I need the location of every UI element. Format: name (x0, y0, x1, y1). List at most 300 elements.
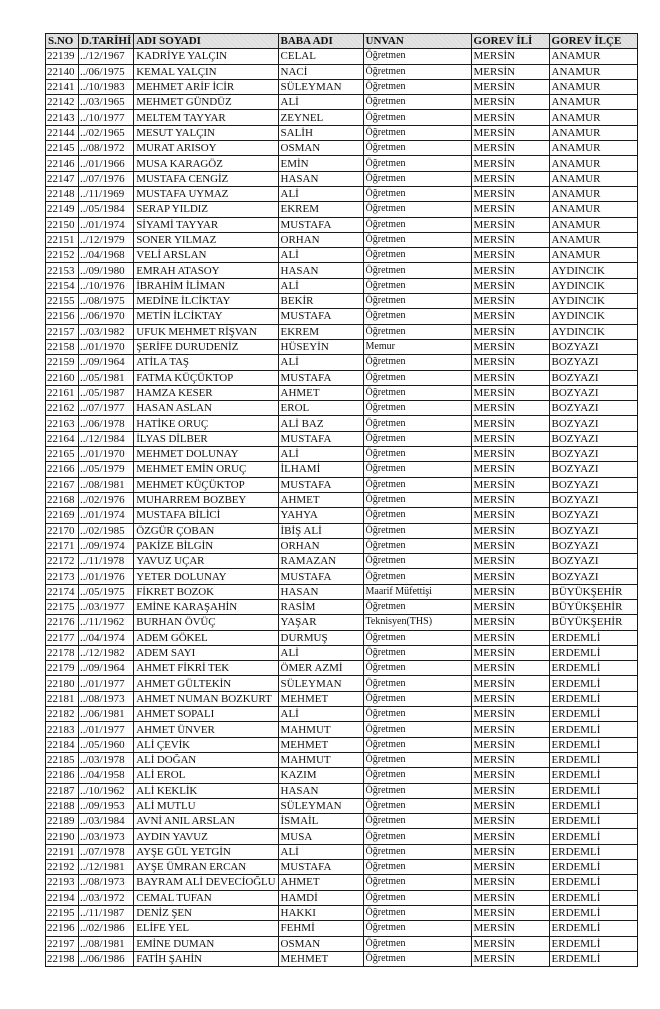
cell-district: ERDEMLİ (549, 722, 637, 737)
table-row (46, 921, 638, 936)
cell-district: ERDEMLİ (549, 630, 637, 645)
cell-district: ERDEMLİ (549, 905, 637, 920)
cell-full-name: ALİ KEKLİK (134, 783, 278, 798)
cell-province: MERSİN (471, 294, 549, 309)
cell-sno: 22191 (46, 844, 79, 859)
table-row (46, 905, 638, 920)
cell-title: Öğretmen (363, 370, 471, 385)
cell-birth-date: ../09/1980 (79, 263, 134, 278)
cell-birth-date: ../06/1975 (79, 64, 134, 79)
table-row (46, 492, 638, 507)
cell-father-name: ALİ (278, 355, 363, 370)
cell-sno: 22175 (46, 599, 79, 614)
cell-province: MERSİN (471, 385, 549, 400)
cell-birth-date: ../01/1974 (79, 217, 134, 232)
cell-father-name: MEHMET (278, 737, 363, 752)
cell-title: Öğretmen (363, 691, 471, 706)
cell-father-name: ALİ (278, 248, 363, 263)
cell-birth-date: ../08/1981 (79, 936, 134, 951)
cell-sno: 22178 (46, 645, 79, 660)
cell-full-name: PAKİZE BİLGİN (134, 538, 278, 553)
cell-full-name: İBRAHİM İLİMAN (134, 278, 278, 293)
cell-title: Öğretmen (363, 385, 471, 400)
cell-father-name: İLHAMİ (278, 462, 363, 477)
cell-father-name: ÖMER AZMİ (278, 661, 363, 676)
cell-province: MERSİN (471, 599, 549, 614)
cell-province: MERSİN (471, 905, 549, 920)
cell-father-name: MEHMET (278, 951, 363, 966)
cell-sno: 22179 (46, 661, 79, 676)
cell-father-name: ALİ (278, 645, 363, 660)
table-row (46, 385, 638, 400)
cell-full-name: AHMET SOPALI (134, 707, 278, 722)
cell-birth-date: ../03/1984 (79, 814, 134, 829)
cell-full-name: SERAP YILDIZ (134, 202, 278, 217)
cell-full-name: MUSTAFA CENGİZ (134, 171, 278, 186)
cell-province: MERSİN (471, 615, 549, 630)
cell-province: MERSİN (471, 630, 549, 645)
cell-birth-date: ../06/1981 (79, 707, 134, 722)
cell-father-name: SÜLEYMAN (278, 79, 363, 94)
cell-province: MERSİN (471, 217, 549, 232)
cell-father-name: MUSA (278, 829, 363, 844)
cell-sno: 22193 (46, 875, 79, 890)
cell-birth-date: ../09/1964 (79, 661, 134, 676)
cell-full-name: BAYRAM ALİ DEVECİOĞLU (134, 875, 278, 890)
cell-district: AYDINCIK (549, 278, 637, 293)
cell-full-name: FATİH ŞAHİN (134, 951, 278, 966)
cell-title: Öğretmen (363, 156, 471, 171)
cell-sno: 22148 (46, 186, 79, 201)
cell-sno: 22155 (46, 294, 79, 309)
cell-sno: 22153 (46, 263, 79, 278)
cell-title: Öğretmen (363, 171, 471, 186)
cell-title: Teknisyen(THS) (363, 615, 471, 630)
cell-district: ERDEMLİ (549, 860, 637, 875)
cell-sno: 22151 (46, 232, 79, 247)
table-row (46, 217, 638, 232)
table-row (46, 752, 638, 767)
cell-birth-date: ../11/1978 (79, 554, 134, 569)
cell-father-name: HÜSEYİN (278, 339, 363, 354)
cell-sno: 22177 (46, 630, 79, 645)
cell-father-name: HASAN (278, 584, 363, 599)
table-row (46, 309, 638, 324)
cell-father-name: İBİŞ ALİ (278, 523, 363, 538)
cell-birth-date: ../11/1987 (79, 905, 134, 920)
cell-title: Öğretmen (363, 217, 471, 232)
table-row (46, 202, 638, 217)
cell-birth-date: ../01/1974 (79, 508, 134, 523)
cell-title: Öğretmen (363, 707, 471, 722)
cell-title: Öğretmen (363, 905, 471, 920)
cell-full-name: ŞERİFE DURUDENİZ (134, 339, 278, 354)
cell-birth-date: ../12/1967 (79, 49, 134, 64)
cell-province: MERSİN (471, 156, 549, 171)
cell-birth-date: ../09/1953 (79, 798, 134, 813)
cell-title: Öğretmen (363, 951, 471, 966)
cell-district: ANAMUR (549, 232, 637, 247)
cell-district: ERDEMLİ (549, 707, 637, 722)
cell-district: ERDEMLİ (549, 875, 637, 890)
cell-birth-date: ../08/1981 (79, 477, 134, 492)
cell-title: Öğretmen (363, 508, 471, 523)
table-row (46, 554, 638, 569)
table-row (46, 798, 638, 813)
cell-birth-date: ../11/1969 (79, 186, 134, 201)
cell-birth-date: ../02/1965 (79, 125, 134, 140)
cell-district: BÜYÜKŞEHİR (549, 584, 637, 599)
cell-province: MERSİN (471, 339, 549, 354)
cell-province: MERSİN (471, 722, 549, 737)
cell-birth-date: ../05/1975 (79, 584, 134, 599)
cell-title: Öğretmen (363, 431, 471, 446)
table-row (46, 722, 638, 737)
cell-province: MERSİN (471, 95, 549, 110)
cell-district: ERDEMLİ (549, 676, 637, 691)
cell-district: ERDEMLİ (549, 783, 637, 798)
table-row (46, 783, 638, 798)
table-row (46, 768, 638, 783)
cell-title: Öğretmen (363, 462, 471, 477)
cell-sno: 22161 (46, 385, 79, 400)
cell-father-name: ORHAN (278, 232, 363, 247)
table-row (46, 294, 638, 309)
cell-father-name: ALİ (278, 95, 363, 110)
cell-father-name: ALİ BAZ (278, 416, 363, 431)
table-row (46, 141, 638, 156)
cell-sno: 22171 (46, 538, 79, 553)
table-row (46, 630, 638, 645)
cell-title: Öğretmen (363, 492, 471, 507)
cell-title: Öğretmen (363, 554, 471, 569)
cell-province: MERSİN (471, 401, 549, 416)
cell-sno: 22180 (46, 676, 79, 691)
cell-sno: 22174 (46, 584, 79, 599)
cell-district: BOZYAZI (549, 355, 637, 370)
cell-full-name: SİYAMİ TAYYAR (134, 217, 278, 232)
cell-title: Öğretmen (363, 263, 471, 278)
cell-sno: 22145 (46, 141, 79, 156)
cell-birth-date: ../06/1986 (79, 951, 134, 966)
cell-title: Öğretmen (363, 860, 471, 875)
table-row (46, 844, 638, 859)
cell-province: MERSİN (471, 324, 549, 339)
cell-father-name: MAHMUT (278, 722, 363, 737)
cell-father-name: HASAN (278, 783, 363, 798)
cell-province: MERSİN (471, 141, 549, 156)
table-row (46, 569, 638, 584)
cell-full-name: ADEM GÖKEL (134, 630, 278, 645)
table-row (46, 477, 638, 492)
cell-title: Öğretmen (363, 64, 471, 79)
cell-birth-date: ../03/1965 (79, 95, 134, 110)
cell-full-name: MEDİNE İLCİKTAY (134, 294, 278, 309)
document-page (45, 33, 638, 967)
cell-district: ERDEMLİ (549, 737, 637, 752)
cell-full-name: MUSTAFA BİLİCİ (134, 508, 278, 523)
cell-birth-date: ../05/1981 (79, 370, 134, 385)
cell-birth-date: ../08/1972 (79, 141, 134, 156)
cell-father-name: MUSTAFA (278, 860, 363, 875)
cell-sno: 22163 (46, 416, 79, 431)
cell-birth-date: ../04/1958 (79, 768, 134, 783)
cell-province: MERSİN (471, 186, 549, 201)
cell-sno: 22146 (46, 156, 79, 171)
cell-full-name: MESUT YALÇIN (134, 125, 278, 140)
cell-father-name: AHMET (278, 492, 363, 507)
cell-father-name: RAMAZAN (278, 554, 363, 569)
cell-sno: 22150 (46, 217, 79, 232)
cell-title: Öğretmen (363, 294, 471, 309)
cell-sno: 22152 (46, 248, 79, 263)
cell-province: MERSİN (471, 79, 549, 94)
cell-sno: 22170 (46, 523, 79, 538)
cell-sno: 22157 (46, 324, 79, 339)
cell-sno: 22197 (46, 936, 79, 951)
cell-province: MERSİN (471, 707, 549, 722)
cell-father-name: HAMDİ (278, 890, 363, 905)
table-row (46, 645, 638, 660)
cell-province: MERSİN (471, 416, 549, 431)
cell-birth-date: ../01/1970 (79, 447, 134, 462)
cell-full-name: ELİFE YEL (134, 921, 278, 936)
cell-sno: 22196 (46, 921, 79, 936)
cell-full-name: BURHAN ÖVÜÇ (134, 615, 278, 630)
cell-district: BOZYAZI (549, 538, 637, 553)
cell-birth-date: ../07/1976 (79, 171, 134, 186)
cell-district: BOZYAZI (549, 523, 637, 538)
cell-district: ANAMUR (549, 186, 637, 201)
cell-title: Öğretmen (363, 798, 471, 813)
cell-sno: 22182 (46, 707, 79, 722)
header-father-name: BABA ADI (278, 34, 363, 49)
cell-birth-date: ../05/1960 (79, 737, 134, 752)
cell-full-name: ATİLA TAŞ (134, 355, 278, 370)
cell-father-name: YAŞAR (278, 615, 363, 630)
table-row (46, 416, 638, 431)
cell-province: MERSİN (471, 538, 549, 553)
cell-father-name: EKREM (278, 324, 363, 339)
cell-birth-date: ../09/1974 (79, 538, 134, 553)
cell-birth-date: ../02/1985 (79, 523, 134, 538)
cell-title: Öğretmen (363, 538, 471, 553)
cell-province: MERSİN (471, 860, 549, 875)
cell-province: MERSİN (471, 890, 549, 905)
table-row (46, 186, 638, 201)
cell-birth-date: ../10/1983 (79, 79, 134, 94)
table-row (46, 523, 638, 538)
cell-sno: 22149 (46, 202, 79, 217)
cell-title: Öğretmen (363, 630, 471, 645)
cell-district: BOZYAZI (549, 477, 637, 492)
cell-province: MERSİN (471, 691, 549, 706)
cell-district: ANAMUR (549, 49, 637, 64)
cell-birth-date: ../01/1977 (79, 722, 134, 737)
cell-title: Öğretmen (363, 523, 471, 538)
cell-full-name: ALİ EROL (134, 768, 278, 783)
cell-full-name: AVNİ ANIL ARSLAN (134, 814, 278, 829)
cell-province: MERSİN (471, 110, 549, 125)
cell-birth-date: ../06/1970 (79, 309, 134, 324)
cell-district: ANAMUR (549, 125, 637, 140)
cell-full-name: AHMET ÜNVER (134, 722, 278, 737)
cell-father-name: FEHMİ (278, 921, 363, 936)
cell-title: Öğretmen (363, 186, 471, 201)
cell-province: MERSİN (471, 477, 549, 492)
table-row (46, 814, 638, 829)
cell-title: Öğretmen (363, 125, 471, 140)
cell-sno: 22198 (46, 951, 79, 966)
cell-title: Öğretmen (363, 232, 471, 247)
table-row (46, 248, 638, 263)
cell-full-name: ADEM SAYI (134, 645, 278, 660)
cell-father-name: KAZIM (278, 768, 363, 783)
cell-province: MERSİN (471, 829, 549, 844)
table-row (46, 829, 638, 844)
cell-full-name: EMİNE KARAŞAHİN (134, 599, 278, 614)
cell-father-name: RASİM (278, 599, 363, 614)
table-row (46, 401, 638, 416)
cell-title: Öğretmen (363, 599, 471, 614)
cell-birth-date: ../12/1984 (79, 431, 134, 446)
cell-sno: 22142 (46, 95, 79, 110)
table-row (46, 49, 638, 64)
cell-district: ANAMUR (549, 156, 637, 171)
cell-father-name: ORHAN (278, 538, 363, 553)
cell-sno: 22164 (46, 431, 79, 446)
cell-title: Öğretmen (363, 95, 471, 110)
cell-district: ANAMUR (549, 64, 637, 79)
cell-full-name: ALİ ÇEVİK (134, 737, 278, 752)
cell-full-name: FİKRET BOZOK (134, 584, 278, 599)
cell-title: Öğretmen (363, 921, 471, 936)
cell-sno: 22167 (46, 477, 79, 492)
cell-province: MERSİN (471, 875, 549, 890)
cell-sno: 22184 (46, 737, 79, 752)
cell-full-name: SONER YILMAZ (134, 232, 278, 247)
cell-province: MERSİN (471, 263, 549, 278)
cell-district: ANAMUR (549, 110, 637, 125)
cell-full-name: UFUK MEHMET RİŞVAN (134, 324, 278, 339)
cell-district: ERDEMLİ (549, 844, 637, 859)
cell-father-name: HASAN (278, 263, 363, 278)
cell-province: MERSİN (471, 844, 549, 859)
cell-sno: 22176 (46, 615, 79, 630)
cell-sno: 22195 (46, 905, 79, 920)
cell-province: MERSİN (471, 645, 549, 660)
table-row (46, 64, 638, 79)
cell-birth-date: ../06/1978 (79, 416, 134, 431)
cell-father-name: SALİH (278, 125, 363, 140)
cell-title: Öğretmen (363, 936, 471, 951)
cell-province: MERSİN (471, 676, 549, 691)
table-row (46, 278, 638, 293)
cell-father-name: ALİ (278, 186, 363, 201)
cell-full-name: ALİ DOĞAN (134, 752, 278, 767)
cell-full-name: YETER DOLUNAY (134, 569, 278, 584)
cell-sno: 22139 (46, 49, 79, 64)
cell-father-name: MUSTAFA (278, 370, 363, 385)
cell-birth-date: ../05/1987 (79, 385, 134, 400)
cell-title: Maarif Müfettişi (363, 584, 471, 599)
cell-district: ERDEMLİ (549, 661, 637, 676)
cell-birth-date: ../12/1982 (79, 645, 134, 660)
cell-full-name: MELTEM TAYYAR (134, 110, 278, 125)
header-row (46, 34, 638, 49)
header-full-name: ADI SOYADI (134, 34, 278, 49)
cell-full-name: AHMET FİKRİ TEK (134, 661, 278, 676)
table-row (46, 951, 638, 966)
cell-full-name: MEHMET EMİN ORUÇ (134, 462, 278, 477)
cell-title: Öğretmen (363, 768, 471, 783)
cell-full-name: İLYAS DİLBER (134, 431, 278, 446)
table-row (46, 691, 638, 706)
cell-father-name: MAHMUT (278, 752, 363, 767)
table-header (46, 34, 638, 49)
cell-full-name: MURAT ARISOY (134, 141, 278, 156)
cell-father-name: İSMAİL (278, 814, 363, 829)
cell-sno: 22143 (46, 110, 79, 125)
header-birth-date: D.TARİHİ (79, 34, 134, 49)
cell-father-name: ALİ (278, 844, 363, 859)
cell-title: Öğretmen (363, 49, 471, 64)
cell-full-name: AHMET GÜLTEKİN (134, 676, 278, 691)
cell-province: MERSİN (471, 447, 549, 462)
cell-sno: 22185 (46, 752, 79, 767)
table-row (46, 232, 638, 247)
cell-title: Öğretmen (363, 890, 471, 905)
cell-full-name: CEMAL TUFAN (134, 890, 278, 905)
cell-birth-date: ../11/1962 (79, 615, 134, 630)
cell-sno: 22162 (46, 401, 79, 416)
cell-birth-date: ../08/1973 (79, 691, 134, 706)
cell-province: MERSİN (471, 508, 549, 523)
table-row (46, 615, 638, 630)
cell-province: MERSİN (471, 768, 549, 783)
cell-province: MERSİN (471, 921, 549, 936)
cell-province: MERSİN (471, 64, 549, 79)
cell-province: MERSİN (471, 355, 549, 370)
cell-father-name: SÜLEYMAN (278, 798, 363, 813)
cell-birth-date: ../03/1973 (79, 829, 134, 844)
cell-full-name: HATİKE ORUÇ (134, 416, 278, 431)
cell-father-name: MUSTAFA (278, 569, 363, 584)
cell-title: Öğretmen (363, 110, 471, 125)
cell-title: Öğretmen (363, 141, 471, 156)
cell-province: MERSİN (471, 49, 549, 64)
cell-province: MERSİN (471, 431, 549, 446)
cell-sno: 22189 (46, 814, 79, 829)
cell-district: ANAMUR (549, 95, 637, 110)
header-district: GOREV İLÇE (549, 34, 637, 49)
cell-district: ERDEMLİ (549, 890, 637, 905)
cell-sno: 22169 (46, 508, 79, 523)
cell-district: BOZYAZI (549, 554, 637, 569)
cell-district: ERDEMLİ (549, 645, 637, 660)
cell-full-name: KADRİYE YALÇIN (134, 49, 278, 64)
cell-sno: 22173 (46, 569, 79, 584)
cell-title: Memur (363, 339, 471, 354)
cell-district: ANAMUR (549, 202, 637, 217)
cell-birth-date: ../04/1968 (79, 248, 134, 263)
cell-province: MERSİN (471, 370, 549, 385)
table-row (46, 125, 638, 140)
cell-title: Öğretmen (363, 783, 471, 798)
cell-sno: 22186 (46, 768, 79, 783)
cell-province: MERSİN (471, 125, 549, 140)
cell-district: AYDINCIK (549, 263, 637, 278)
